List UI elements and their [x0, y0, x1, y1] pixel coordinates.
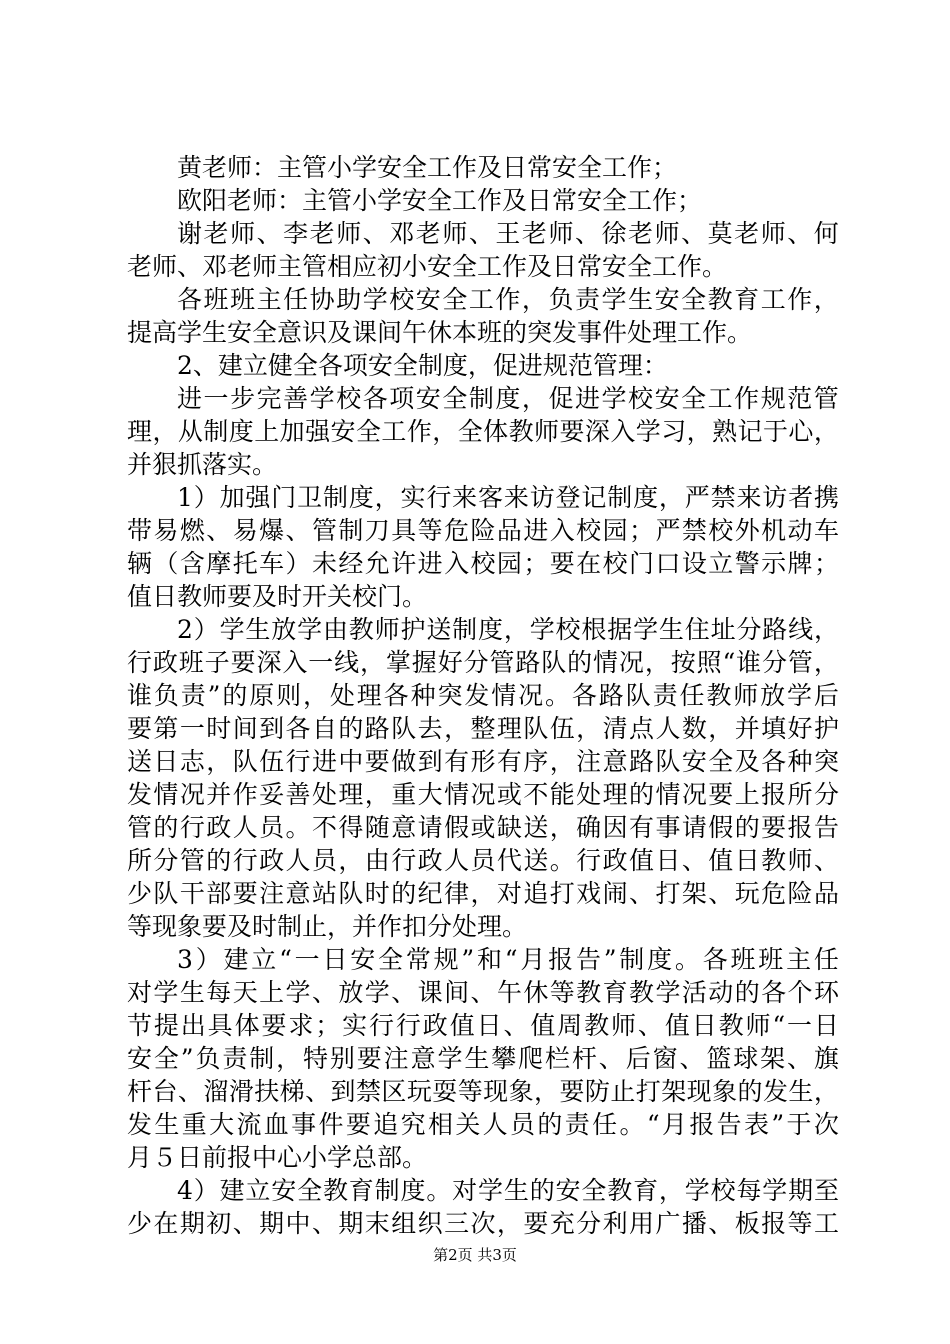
text-line: 进 一 步 完 善 学 校 各 项 安 全 制 度 ， 促 进 学 校 安 全 工 作 规 范 管: [177, 384, 839, 413]
text-line: 安 全 ” 负 责 制 ， 特 别 要 注 意 学 生 攀 爬 栏 杆 、 后 窗 、 篮 球 架 、 旗: [127, 1044, 839, 1073]
text-line: 并狠抓落实。: [127, 450, 278, 479]
text-line: 少 在 期 初 、 期 中 、 期 末 组 织 三 次 ， 要 充 分 利 用 广 播 、 板 报 等 工: [127, 1209, 839, 1238]
text-line: 杆 台 、 溜 滑 扶 梯 、 到 禁 区 玩 耍 等 现 象 ， 要 防 止 打 架 现 象 的 发 生 ，: [127, 1077, 839, 1106]
text-line: 等现象要及时制止，并作扣分处理。: [127, 912, 528, 941]
text-line: 欧阳老师：主管小学安全工作及日常安全工作；: [177, 186, 703, 215]
text-line: 提高学生安全意识及课间午休本班的突发事件处理工作。: [127, 318, 753, 347]
text-line: 各 班 班 主 任 协 助 学 校 安 全 工 作 ， 负 责 学 生 安 全 教 育 工 作 ，: [177, 285, 839, 314]
text-line: 2、建立健全各项安全制度，促进规范管理：: [177, 351, 668, 380]
text-line: 管 的 行 政 人 员 。 不 得 随 意 请 假 或 缺 送 ， 确 因 有 事 请 假 的 要 报 告: [127, 813, 839, 842]
text-line: 带 易 燃 、 易 爆 、 管 制 刀 具 等 危 险 品 进 入 校 园 ； 严 禁 校 外 机 动 车: [127, 516, 839, 545]
text-line: 谁 负 责 ” 的 原 则 ， 处 理 各 种 突 发 情 况 。 各 路 队 责 任 教 师 放 学 后: [127, 681, 839, 710]
text-line: 月５日前报中心小学总部。: [127, 1143, 428, 1172]
text-line: 3 ） 建 立 “ 一 日 安 全 常 规 ” 和 “ 月 报 告 ” 制 度 。 各 班 班 主 任: [177, 945, 839, 974]
text-line: 谢 老 师 、 李 老 师 、 邓 老 师 、 王 老 师 、 徐 老 师 、 莫 老 师 、 何: [177, 219, 839, 248]
text-line: 节 提 出 具 体 要 求 ； 实 行 行 政 值 日 、 值 周 教 师 、 值 日 教 师 “ 一 日: [127, 1011, 839, 1040]
text-line: 行 政 班 子 要 深 入 一 线 ， 掌 握 好 分 管 路 队 的 情 况 ， 按 照 “ 谁 分 管 ，: [127, 648, 839, 677]
text-line: 少 队 干 部 要 注 意 站 队 时 的 纪 律 ， 对 追 打 戏 闹 、 打 架 、 玩 危 险 品: [127, 879, 839, 908]
text-line: 送 日 志 ， 队 伍 行 进 中 要 做 到 有 形 有 序 ， 注 意 路 队 安 全 及 各 种 突: [127, 747, 839, 776]
text-line: 1 ） 加 强 门 卫 制 度 ， 实 行 来 客 来 访 登 记 制 度 ， 严 禁 来 访 者 携: [177, 483, 839, 512]
text-line: 值日教师要及时开关校门。: [127, 582, 428, 611]
text-line: 发 生 重 大 流 血 事 件 要 追 究 相 关 人 员 的 责 任 。 “ 月 报 告 表 ” 于 次: [127, 1110, 839, 1139]
text-line: 要 第 一 时 间 到 各 自 的 路 队 去 ， 整 理 队 伍 ， 清 点 人 数 ， 并 填 好 护: [127, 714, 839, 743]
text-line: 发 情 况 并 作 妥 善 处 理 ， 重 大 情 况 或 不 能 处 理 的 情 况 要 上 报 所 分: [127, 780, 839, 809]
page-footer: 第2页 共3页: [433, 1246, 517, 1264]
text-line: 黄老师：主管小学安全工作及日常安全工作；: [177, 153, 678, 182]
text-line: 2 ） 学 生 放 学 由 教 师 护 送 制 度 ， 学 校 根 据 学 生 住 址 分 路 线 ，: [177, 615, 839, 644]
text-line: 辆 （ 含 摩 托 车 ） 未 经 允 许 进 入 校 园 ； 要 在 校 门 口 设 立 警 示 牌 ；: [127, 549, 839, 578]
document-body: [127, 151, 839, 1240]
text-line: 理 ， 从 制 度 上 加 强 安 全 工 作 ， 全 体 教 师 要 深 入 学 习 ， 熟 记 于 心 ，: [127, 417, 839, 446]
text-line: 对 学 生 每 天 上 学 、 放 学 、 课 间 、 午 休 等 教 育 教 学 活 动 的 各 个 环: [127, 978, 839, 1007]
text-line: 老师、邓老师主管相应初小安全工作及日常安全工作。: [127, 252, 728, 281]
text-line: 4 ） 建 立 安 全 教 育 制 度 。 对 学 生 的 安 全 教 育 ， 学 校 每 学 期 至: [177, 1176, 839, 1205]
text-line: 所 分 管 的 行 政 人 员 ， 由 行 政 人 员 代 送 。 行 政 值 日 、 值 日 教 师 、: [127, 846, 839, 875]
